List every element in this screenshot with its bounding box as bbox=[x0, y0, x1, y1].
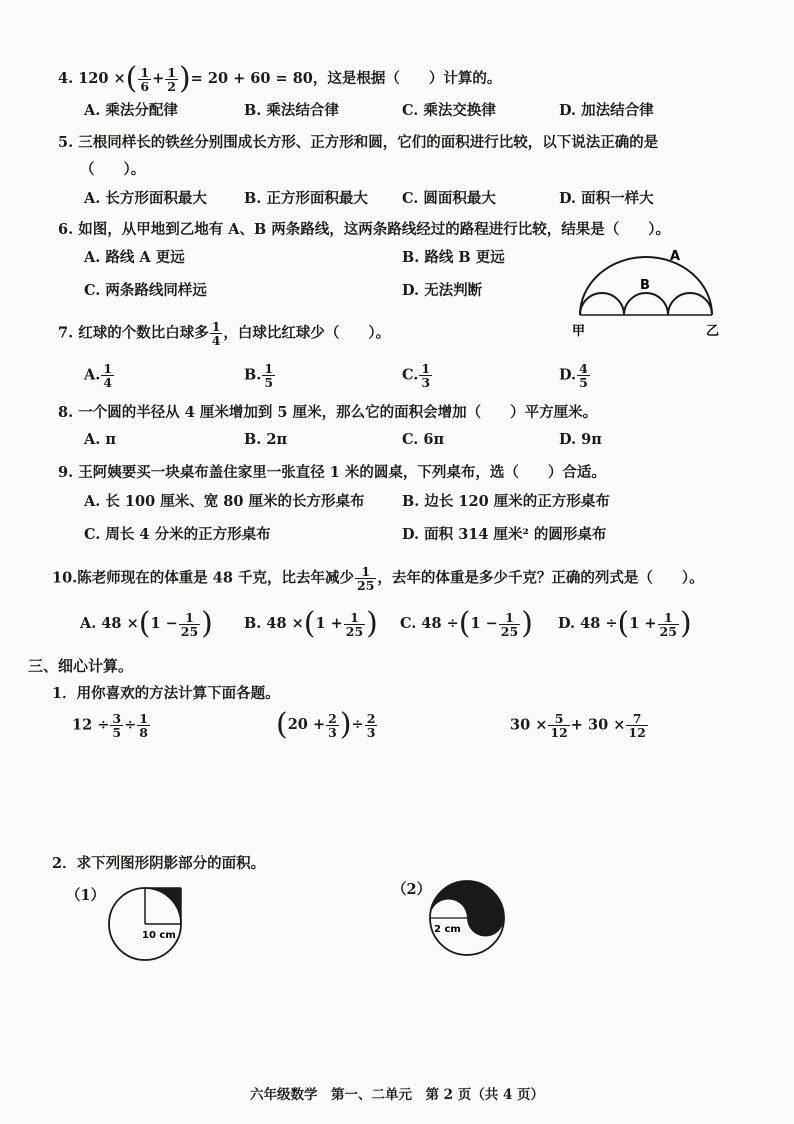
q10-option-c: C. 48 ÷(1 − $\frac{1}{25}$ ) bbox=[400, 606, 533, 641]
calc-expr-1: 12 ÷ $\frac{3}{5}$ ÷ $\frac{1}{8}$ bbox=[72, 711, 148, 740]
q7-option-b: B. $\frac{1}{5}$ bbox=[244, 361, 274, 390]
q4-stem: 4. 120 ×( $\frac{1}{6}$ + $\frac{1}{2}$ )= 20 + 60 = 80，这是根据（ ）计算的。 bbox=[58, 61, 502, 96]
q6-stem: 6. 如图，从甲地到乙地有 A、B 两条路线，这两条路线经过的路程进行比较，结果是（ ）。 bbox=[58, 221, 671, 238]
calc-part-2-title: 2．求下列图形阴影部分的面积。 bbox=[52, 855, 266, 872]
q5-option-b: B. 正方形面积最大 bbox=[244, 190, 368, 207]
q9-option-a: A. 长 100 厘米、宽 80 厘米的长方形桌布 bbox=[84, 493, 365, 510]
q5-stem: 5. 三根同样长的铁丝分别围成长方形、正方形和圆，它们的面积进行比较，以下说法正确的是 bbox=[58, 134, 659, 151]
q8-option-a: A. π bbox=[84, 431, 116, 448]
q4-option-b: B. 乘法结合律 bbox=[244, 102, 339, 119]
label-start: 甲 bbox=[572, 324, 586, 339]
route-b-arc-1 bbox=[580, 293, 624, 315]
q8-stem: 8. 一个圆的半径从 4 厘米增加到 5 厘米，那么它的面积会增加（ ）平方厘米。 bbox=[58, 404, 598, 421]
route-diagram bbox=[570, 245, 720, 345]
q7-option-c: C. $\frac{1}{3}$ bbox=[402, 361, 431, 390]
q6-option-c: C. 两条路线同样远 bbox=[84, 282, 207, 299]
q5-option-c: C. 圆面积最大 bbox=[402, 190, 496, 207]
q8-option-b: B. 2π bbox=[244, 431, 288, 448]
q5-stem-cont: （ ）。 bbox=[80, 161, 146, 178]
q7-stem: 7. 红球的个数比白球多 $\frac{1}{4}$ ，白球比红球少（ ）。 bbox=[58, 319, 391, 348]
label-b: B bbox=[640, 278, 650, 293]
q6-option-b: B. 路线 B 更远 bbox=[402, 249, 505, 266]
q8-option-d: D. 9π bbox=[559, 431, 602, 448]
q8-option-c: C. 6π bbox=[402, 431, 445, 448]
route-b-arc-3 bbox=[668, 293, 712, 315]
figure-2-dim: 2 cm bbox=[434, 924, 461, 935]
figure-1-dim: 10 cm bbox=[142, 930, 176, 941]
calc-part-1-title: 1．用你喜欢的方法计算下面各题。 bbox=[52, 685, 280, 702]
figure-1-label: （1） bbox=[66, 887, 106, 904]
q7-option-d: D. $\frac{4}{5}$ bbox=[559, 361, 588, 390]
q9-stem: 9. 王阿姨要买一块桌布盖住家里一张直径 1 米的圆桌，下列桌布，选（ ）合适。 bbox=[58, 464, 606, 481]
label-end: 乙 bbox=[706, 324, 720, 339]
route-b-arc-2 bbox=[624, 293, 668, 315]
q9-option-d: D. 面积 314 厘米² 的圆形桌布 bbox=[402, 526, 607, 543]
q9-option-b: B. 边长 120 厘米的正方形桌布 bbox=[402, 493, 610, 510]
page-footer: 六年级数学 第一、二单元 第 2 页（共 4 页） bbox=[249, 1087, 545, 1103]
q10-option-b: B. 48 ×(1 + $\frac{1}{25}$ ) bbox=[244, 606, 378, 641]
q5-option-d: D. 面积一样大 bbox=[559, 190, 654, 207]
q5-option-a: A. 长方形面积最大 bbox=[84, 190, 207, 207]
q4-option-c: C. 乘法交换律 bbox=[402, 102, 496, 119]
calc-expr-2: (20 + $\frac{2}{3}$ )÷ $\frac{2}{3}$ bbox=[276, 707, 376, 742]
q4-option-a: A. 乘法分配律 bbox=[84, 102, 178, 119]
q9-option-c: C. 周长 4 分米的正方形桌布 bbox=[84, 526, 271, 543]
section-3-title: 三、细心计算。 bbox=[28, 657, 134, 675]
q4-option-d: D. 加法结合律 bbox=[559, 102, 654, 119]
q6-option-a: A. 路线 A 更远 bbox=[84, 249, 185, 266]
calc-expr-3: 30 × $\frac{5}{12}$ + 30 × $\frac{7}{12}$ bbox=[510, 711, 646, 740]
label-a: A bbox=[670, 249, 681, 264]
figure-2-label: （2） bbox=[392, 881, 432, 898]
q7-option-a: A. $\frac{1}{4}$ bbox=[84, 361, 113, 390]
q10-option-d: D. 48 ÷(1 + $\frac{1}{25}$ ) bbox=[558, 606, 692, 641]
q10-option-a: A. 48 ×(1 − $\frac{1}{25}$ ) bbox=[80, 606, 213, 641]
q6-option-d: D. 无法判断 bbox=[402, 282, 483, 299]
figure-2-circle bbox=[425, 876, 515, 966]
q10-stem: 10.陈老师现在的体重是 48 千克，比去年减少 $\frac{1}{25}$ ，去年的体重是多少千克？正确的列式是（ ）。 bbox=[52, 564, 704, 593]
figure-1-circle bbox=[100, 880, 200, 980]
